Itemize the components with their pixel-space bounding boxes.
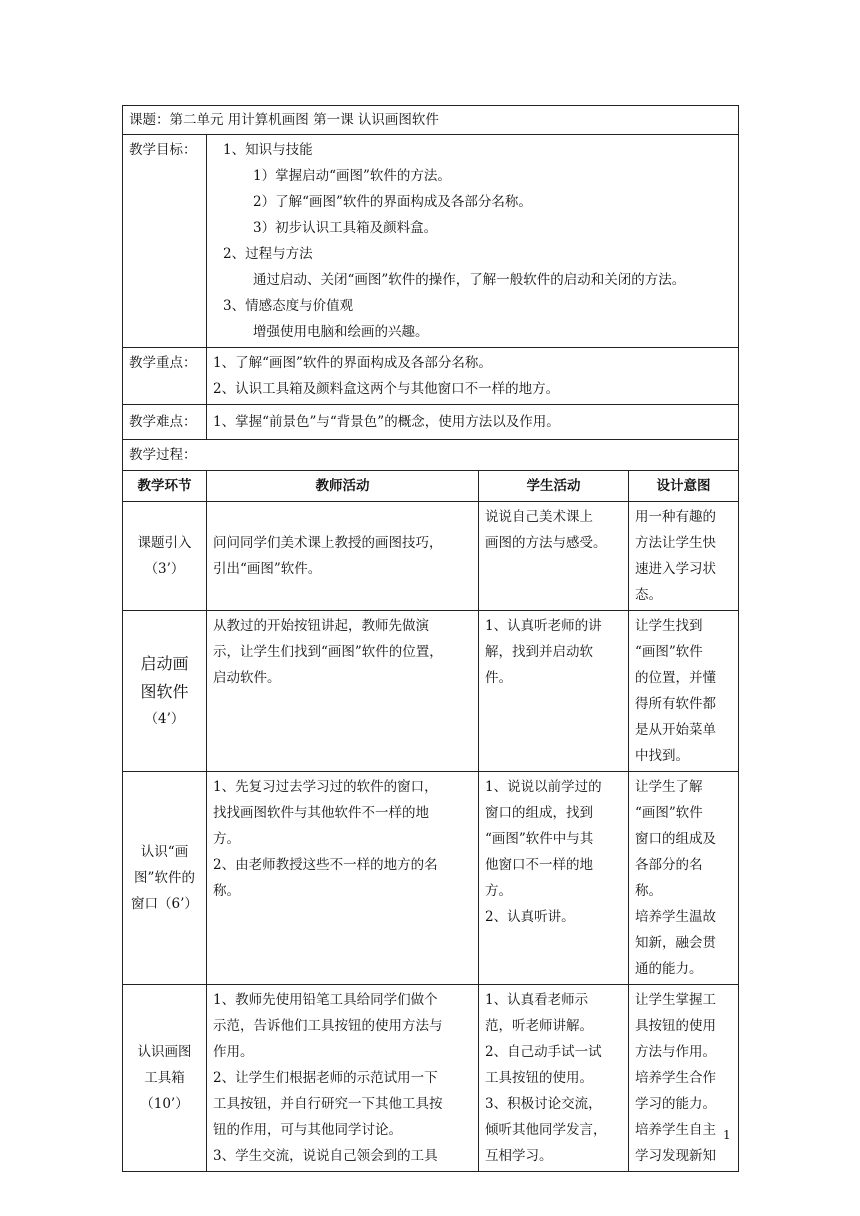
keypoints-content [207, 348, 739, 405]
teacher-activity-line: 钮的作用，可与其他同学讨论。 [213, 1122, 402, 1138]
student-activity-line: 件。 [485, 670, 512, 686]
stage-time: （3’） [144, 561, 185, 577]
design-intent-line: 让学生找到 [635, 618, 703, 634]
design-intent-line: 培养学生温故 [635, 909, 716, 925]
teacher-activity-line: 称。 [213, 883, 240, 899]
design-intent-line: 方法让学生快 [635, 535, 716, 551]
teacher-activity-cell [207, 611, 479, 772]
stage-name: 图软件 [140, 682, 189, 701]
stage-time: （10’） [140, 1096, 189, 1112]
student-activity-line: 1、认真看老师示 [485, 992, 589, 1008]
design-intent-line: 知新，融会贯 [635, 935, 716, 951]
design-intent-cell [629, 772, 739, 985]
teacher-activity-line: 从教过的开始按钮讲起，教师先做演 [213, 618, 429, 634]
stage-cell [123, 985, 207, 1172]
objective-item-1: 1）掌握启动“画图”软件的方法。 [253, 168, 451, 184]
col-header-stage: 教学环节 [123, 471, 207, 502]
design-intent-line: 的位置，并懂 [635, 670, 716, 686]
stage-name: 认识画图 [137, 1044, 192, 1060]
teacher-activity-line: 示，让学生们找到“画图”软件的位置， [213, 644, 443, 660]
stage-name: 启动画 [140, 654, 189, 673]
design-intent-cell [629, 611, 739, 772]
objective-item-2: 2）了解“画图”软件的界面构成及各部分名称。 [253, 194, 532, 210]
topic-row [123, 106, 739, 135]
stage-cell [123, 772, 207, 985]
design-intent-cell [629, 985, 739, 1172]
process-row [123, 985, 739, 1172]
design-intent-line: 培养学生自主 [635, 1122, 716, 1138]
objectives-row [123, 135, 739, 348]
lesson-plan-table [122, 105, 739, 1172]
keypoint-item-2: 2、认识工具箱及颜料盒这两个与其他窗口不一样的地方。 [213, 381, 560, 397]
student-activity-line: 他窗口不一样的地 [485, 857, 593, 873]
student-activity-line: 方。 [485, 883, 512, 899]
teacher-activity-cell [207, 772, 479, 985]
teacher-activity-line: 1、教师先使用铅笔工具给同学们做个 [213, 992, 438, 1008]
design-intent-line: 通的能力。 [635, 961, 703, 977]
teacher-activity-line: 问问同学们美术课上教授的画图技巧， [213, 535, 443, 551]
teacher-activity-line: 找找画图软件与其他软件不一样的地 [213, 805, 429, 821]
design-intent-line: 学习发现新知 [635, 1148, 716, 1164]
design-intent-line: 培养学生合作 [635, 1070, 716, 1086]
design-intent-line: 让学生了解 [635, 779, 703, 795]
design-intent-line: 速进入学习状 [635, 561, 716, 577]
process-label-row [123, 440, 739, 471]
teacher-activity-line: 启动软件。 [213, 670, 281, 686]
objective-section-2-text: 通过启动、关闭“画图”软件的操作，了解一般软件的启动和关闭的方法。 [253, 272, 686, 288]
teacher-activity-line: 2、由老师教授这些不一样的地方的名 [213, 857, 438, 873]
teacher-activity-cell [207, 502, 479, 611]
design-intent-line: 学习的能力。 [635, 1096, 716, 1112]
keypoints-label: 教学重点： [123, 348, 207, 405]
design-intent-line: 中找到。 [635, 748, 689, 764]
design-intent-line: 是从开始菜单 [635, 722, 716, 738]
teacher-activity-line: 方。 [213, 831, 240, 847]
design-intent-line: 窗口的组成及 [635, 831, 716, 847]
student-activity-line: 互相学习。 [485, 1148, 553, 1164]
objectives-label: 教学目标： [123, 135, 207, 348]
stage-cell [123, 502, 207, 611]
student-activity-line: “画图”软件中与其 [485, 831, 594, 847]
keypoint-item-1: 1、了解“画图”软件的界面构成及各部分名称。 [213, 355, 492, 371]
design-intent-line: “画图”软件 [635, 805, 703, 821]
design-intent-line: 得所有软件都 [635, 696, 716, 712]
col-header-teacher: 教师活动 [207, 471, 479, 502]
difficulties-content: 1、掌握“前景色”与“背景色”的概念，使用方法以及作用。 [207, 405, 739, 440]
student-activity-line: 画图的方法与感受。 [485, 535, 607, 551]
student-activity-line: 2、认真听讲。 [485, 909, 575, 925]
col-header-student: 学生活动 [479, 471, 629, 502]
stage-time: （4’） [144, 711, 185, 727]
teacher-activity-line: 1、先复习过去学习过的软件的窗口， [213, 779, 438, 795]
student-activity-line: 倾听其他同学发言， [485, 1122, 607, 1138]
teacher-activity-cell [207, 985, 479, 1172]
teacher-activity-line: 作用。 [213, 1044, 254, 1060]
design-intent-line: 具按钮的使用 [635, 1018, 716, 1034]
design-intent-line: 称。 [635, 883, 662, 899]
difficulties-row [123, 405, 739, 440]
design-intent-line: 各部分的名 [635, 857, 703, 873]
student-activity-line: 范，听老师讲解。 [485, 1018, 593, 1034]
page-number: 1 [723, 1128, 731, 1142]
student-activity-line: 解，找到并启动软 [485, 644, 593, 660]
col-header-intent: 设计意图 [629, 471, 739, 502]
student-activity-line: 工具按钮的使用。 [485, 1070, 593, 1086]
design-intent-line: 让学生掌握工 [635, 992, 716, 1008]
stage-cell [123, 611, 207, 772]
student-activity-line: 3、积极讨论交流， [485, 1096, 602, 1112]
objective-section-1-title: 1、知识与技能 [223, 142, 313, 158]
student-activity-line: 窗口的组成，找到 [485, 805, 593, 821]
student-activity-line: 1、说说以前学过的 [485, 779, 602, 795]
process-row [123, 611, 739, 772]
student-activity-cell [479, 772, 629, 985]
objective-section-3-title: 3、情感态度与价值观 [223, 298, 354, 314]
objective-section-3-text: 增强使用电脑和绘画的兴趣。 [253, 324, 429, 340]
stage-time: 窗口（6’） [131, 896, 198, 912]
design-intent-line: 态。 [635, 587, 662, 603]
objectives-content [207, 135, 739, 348]
student-activity-cell [479, 502, 629, 611]
process-row [123, 772, 739, 985]
student-activity-line: 说说自己美术课上 [485, 509, 593, 525]
keypoints-row [123, 348, 739, 405]
student-activity-line: 2、自己动手试一试 [485, 1044, 602, 1060]
stage-name: 图”软件的 [134, 870, 195, 886]
difficulties-label: 教学难点： [123, 405, 207, 440]
design-intent-line: “画图”软件 [635, 644, 703, 660]
topic-cell: 课题：第二单元 用计算机画图 第一课 认识画图软件 [123, 106, 739, 135]
design-intent-cell [629, 502, 739, 611]
stage-name: 工具箱 [144, 1070, 185, 1086]
stage-name: 课题引入 [137, 535, 192, 551]
process-header-row [123, 471, 739, 502]
design-intent-line: 方法与作用。 [635, 1044, 716, 1060]
teacher-activity-line: 示范，告诉他们工具按钮的使用方法与 [213, 1018, 443, 1034]
process-row [123, 502, 739, 611]
teacher-activity-line: 2、让学生们根据老师的示范试用一下 [213, 1070, 438, 1086]
process-label: 教学过程： [123, 440, 739, 471]
student-activity-cell [479, 985, 629, 1172]
teacher-activity-line: 引出“画图”软件。 [213, 561, 322, 577]
teacher-activity-line: 工具按钮，并自行研究一下其他工具按 [213, 1096, 443, 1112]
teacher-activity-line: 3、学生交流，说说自己领会到的工具 [213, 1148, 438, 1164]
stage-name: 认识“画 [140, 844, 189, 860]
student-activity-line: 1、认真听老师的讲 [485, 618, 602, 634]
design-intent-line: 用一种有趣的 [635, 509, 716, 525]
student-activity-cell [479, 611, 629, 772]
objective-section-2-title: 2、过程与方法 [223, 246, 313, 262]
objective-item-3: 3）初步认识工具箱及颜料盒。 [253, 220, 438, 236]
